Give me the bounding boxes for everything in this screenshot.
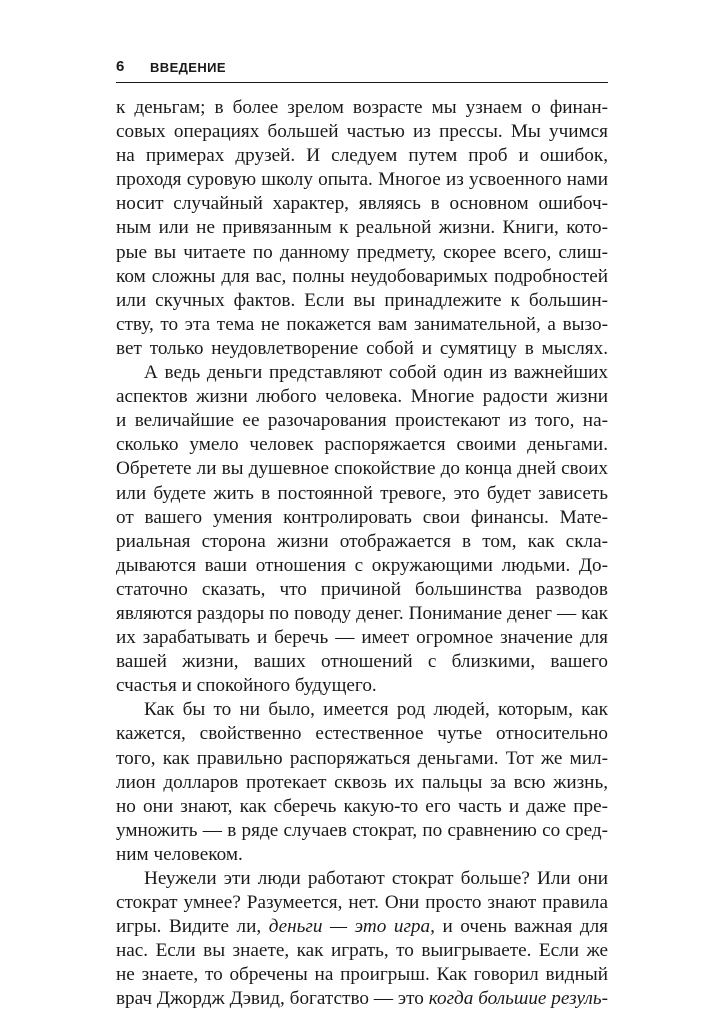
text-line bbox=[116, 120, 608, 144]
text-segment: игры. Видите ли, bbox=[116, 916, 269, 938]
text-line bbox=[116, 265, 608, 289]
text-segment: и очень важная для bbox=[434, 916, 609, 938]
text-segment: ним человеком. bbox=[116, 843, 243, 865]
text-line bbox=[116, 433, 608, 457]
text-segment: врач Джордж Дэвид, богатство — это bbox=[116, 988, 429, 1010]
text-line bbox=[116, 843, 608, 867]
text-segment: но они знают, как сберечь какую-то его часть и даже пре- bbox=[116, 795, 608, 817]
text-segment: статочно сказать, что причиной большинства разводов bbox=[116, 578, 608, 600]
text-line bbox=[116, 819, 608, 843]
text-line bbox=[116, 530, 608, 554]
body-text bbox=[116, 96, 608, 1012]
text-segment: на примерах друзей. И следуем путем проб и ошибок, bbox=[116, 145, 608, 167]
text-line bbox=[116, 192, 608, 216]
text-segment: или скучных фактов. Если вы принадлежите к большин- bbox=[116, 289, 608, 311]
text-line bbox=[116, 915, 608, 939]
text-segment: нас. Если вы знаете, как играть, то выигрываете. Если же bbox=[116, 940, 608, 962]
text-line bbox=[116, 241, 608, 265]
text-segment: умножить — в ряде случаев стократ, по сравнению со сред- bbox=[116, 819, 608, 841]
text-line bbox=[116, 674, 608, 698]
italic-phrase: деньги — это игра, bbox=[268, 916, 435, 938]
text-line bbox=[116, 771, 608, 795]
text-line bbox=[116, 987, 608, 1011]
text-segment: вашей жизни, ваших отношений с близкими, вашего bbox=[116, 651, 608, 673]
text-segment: ком сложны для вас, полны неудобоваримых подробностей bbox=[116, 265, 608, 287]
text-line bbox=[116, 795, 608, 819]
text-segment: к деньгам; в более зрелом возрасте мы узнаем о финан- bbox=[116, 97, 608, 118]
text-segment: являются раздоры по поводу денег. Понимание денег — как bbox=[116, 602, 608, 624]
text-segment: сколько умело человек распоряжается своими деньгами. bbox=[116, 434, 608, 456]
text-segment: Обретете ли вы душевное спокойствие до конца дней своих bbox=[116, 458, 608, 480]
text-line bbox=[116, 313, 608, 337]
text-line bbox=[116, 939, 608, 963]
text-line bbox=[116, 506, 608, 530]
text-segment: лион долларов протекает сквозь их пальцы за всю жизнь, bbox=[116, 771, 608, 793]
text-line bbox=[116, 409, 608, 433]
text-segment: их зарабатывать и беречь — имеет огромное значение для bbox=[116, 627, 608, 649]
text-segment: ству, то эта тема не покажется вам занимательной, а вызо- bbox=[116, 313, 608, 335]
text-segment: А ведь деньги представляют собой один из важнейших bbox=[144, 362, 608, 384]
text-line bbox=[116, 554, 608, 578]
text-line bbox=[116, 168, 608, 192]
text-segment: носит случайный характер, являясь в основном ошибоч- bbox=[116, 193, 608, 215]
italic-phrase: когда большие резуль- bbox=[428, 988, 608, 1010]
text-line bbox=[116, 216, 608, 240]
text-segment: кажется, свойственно естественное чутье относительно bbox=[116, 723, 608, 745]
text-line bbox=[116, 385, 608, 409]
text-line bbox=[116, 963, 608, 987]
text-segment: или будете жить в постоянной тревоге, это будет зависеть bbox=[116, 482, 608, 504]
text-line bbox=[116, 361, 608, 385]
text-line bbox=[116, 650, 608, 674]
text-line bbox=[116, 602, 608, 626]
text-line bbox=[116, 867, 608, 891]
text-line bbox=[116, 96, 608, 120]
text-line bbox=[116, 698, 608, 722]
text-line bbox=[116, 337, 608, 361]
text-line bbox=[116, 578, 608, 602]
text-segment: стократ умнее? Разумеется, нет. Они просто знают правила bbox=[116, 892, 608, 914]
text-segment: совых операциях большей частью из прессы. Мы учимся bbox=[116, 121, 608, 143]
text-line bbox=[116, 457, 608, 481]
text-line bbox=[116, 144, 608, 168]
text-segment: дываются ваши отношения с окружающими людьми. До- bbox=[116, 554, 608, 576]
section-title: ВВЕДЕНИЕ bbox=[150, 60, 226, 75]
text-segment: вет только неудовлетворение собой и сумятицу в мыслях. bbox=[116, 337, 608, 359]
text-line bbox=[116, 626, 608, 650]
text-segment: от вашего умения контролировать свои финансы. Мате- bbox=[116, 506, 608, 528]
text-segment: проходя суровую школу опыта. Многое из усвоенного нами bbox=[116, 169, 608, 191]
text-segment: аспектов жизни любого человека. Многие радости жизни bbox=[116, 386, 608, 408]
text-segment: риальная сторона жизни отображается в том, как скла- bbox=[116, 530, 608, 552]
text-segment: того, как правильно распоряжаться деньгами. Тот же мил- bbox=[116, 747, 608, 769]
text-segment: ным или не привязанным к реальной жизни. Книги, кото- bbox=[116, 217, 608, 239]
text-line bbox=[116, 891, 608, 915]
text-segment: не знаете, то обречены на проигрыш. Как говорил видный bbox=[116, 964, 608, 986]
text-segment: счастья и спокойного будущего. bbox=[116, 675, 377, 697]
page-number: 6 bbox=[116, 58, 125, 75]
text-segment: рые вы читаете по данному предмету, скорее всего, слиш- bbox=[116, 241, 608, 263]
text-line bbox=[116, 722, 608, 746]
running-header bbox=[116, 58, 608, 83]
text-segment: Неужели эти люди работают стократ больше? Или они bbox=[144, 868, 608, 889]
text-segment: и величайшие ее разочарования проистекают из того, на- bbox=[116, 410, 608, 432]
text-line bbox=[116, 289, 608, 313]
text-line bbox=[116, 482, 608, 506]
text-line bbox=[116, 747, 608, 771]
text-segment: Как бы то ни было, имеется род людей, которым, как bbox=[144, 699, 608, 721]
